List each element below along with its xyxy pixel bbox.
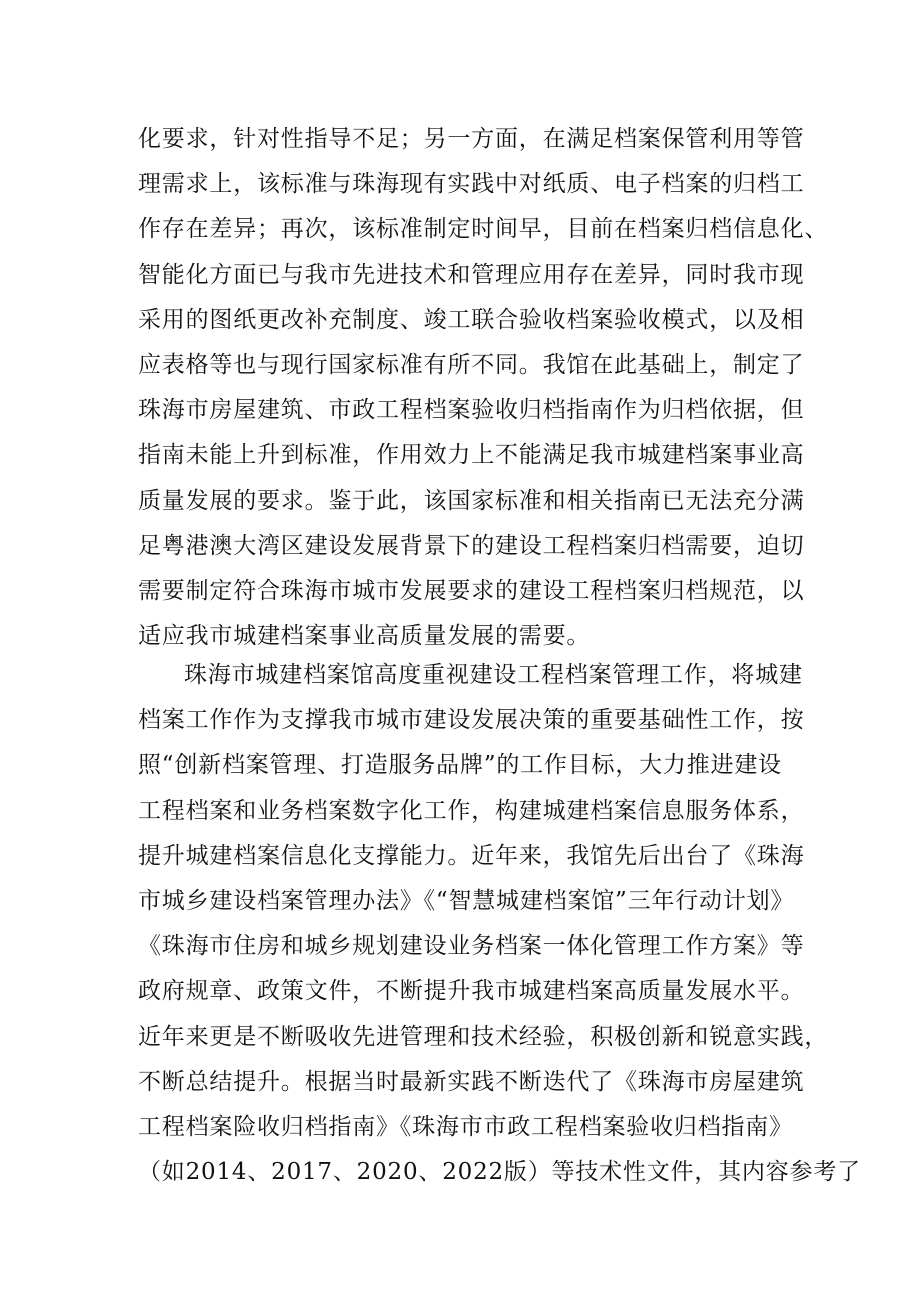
text-line: 不断总结提升。根据当时最新实践不断迭代了《珠海市房屋建筑 <box>138 1068 805 1095</box>
text-line: 珠海市城建档案馆高度重视建设工程档案管理工作，将城建 <box>184 662 803 688</box>
text-line: 提升城建档案信息化支撑能力。近年来，我馆先后出台了《珠海 <box>138 842 805 869</box>
text-line: （如2014、2017、2020、2022版）等技术性文件，其内容参考了 <box>138 1159 861 1186</box>
text-line: 需要制定符合珠海市城市发展要求的建设工程档案归档规范，以 <box>138 577 805 604</box>
text-line: 指南未能上升到标准，作用效力上不能满足我市城建档案事业高 <box>138 442 805 469</box>
text-line: 档案工作作为支撑我市城市建设发展决策的重要基础性工作，按 <box>138 707 805 734</box>
text-line: 质量发展的要求。鉴于此，该国家标准和相关指南已无法充分满 <box>138 487 805 514</box>
text-line: 适应我市城建档案事业高质量发展的需要。 <box>138 623 591 650</box>
text-line: 采用的图纸更改补充制度、竣工联合验收档案验收模式，以及相 <box>138 306 805 333</box>
text-line: 作存在差异；再次，该标准制定时间早，目前在档案归档信息化、 <box>138 216 829 243</box>
paragraph-1 <box>138 117 829 659</box>
text-line: 近年来更是不断吸收先进管理和技术经验，积极创新和锐意实践， <box>138 1023 829 1050</box>
text-line: 照“创新档案管理、打造服务品牌”的工作目标，大力推进建设 <box>138 752 782 779</box>
text-line: 应表格等也与现行国家标准有所不同。我馆在此基础上，制定了 <box>138 351 805 378</box>
text-line: 珠海市房屋建筑、市政工程档案验收归档指南作为归档依据，但 <box>138 397 805 424</box>
text-line: 政府规章、政策文件，不断提升我市城建档案高质量发展水平。 <box>138 978 805 1005</box>
text-line: 《珠海市住房和城乡规划建设业务档案一体化管理工作方案》等 <box>138 933 805 960</box>
text-line: 理需求上，该标准与珠海现有实践中对纸质、电子档案的归档工 <box>138 171 805 198</box>
text-line: 智能化方面已与我市先进技术和管理应用存在差异，同时我市现 <box>138 261 805 288</box>
text-line: 工程档案险收归档指南》《珠海市市政工程档案验收归档指南》 <box>138 1113 793 1140</box>
text-line: 市城乡建设档案管理办法》《“智慧城建档案馆”三年行动计划》 <box>138 887 795 914</box>
text-line: 工程档案和业务档案数字化工作，构建城建档案信息服务体系， <box>138 797 805 824</box>
text-line: 足粤港澳大湾区建设发展背景下的建设工程档案归档需要，迫切 <box>138 532 805 559</box>
paragraph-2 <box>138 653 861 1195</box>
text-line: 化要求，针对性指导不足；另一方面，在满足档案保管利用等管 <box>138 126 805 152</box>
